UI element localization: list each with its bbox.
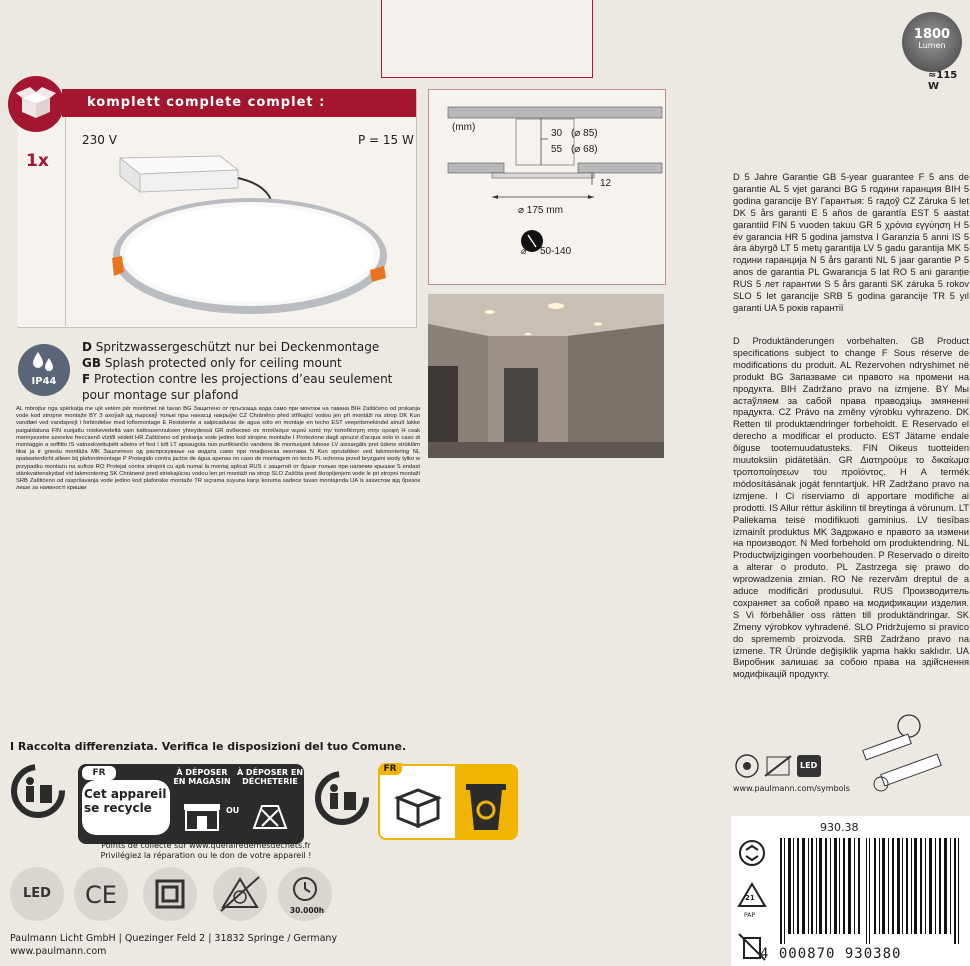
ce-mark-icon	[74, 867, 128, 921]
pap-label: PAP	[744, 912, 755, 919]
fr-info-line1: Points de collecte sur www.quefairedemesdechets.fr	[101, 841, 311, 850]
lumen-watt-equivalent: ≈115 W	[928, 70, 958, 92]
yellow-fr-tag: FR	[378, 763, 402, 775]
top-window	[381, 0, 593, 78]
dim-diameter-1: (⌀ 85)	[571, 128, 598, 139]
recycling-bin-icon	[462, 780, 510, 834]
dim-cutout-prefix: ⌀	[521, 246, 527, 256]
fr-appareil-text: Cet appareil se recycle	[84, 787, 167, 815]
fr-dump-label: À DÉPOSER EN DÉCHETERIE	[236, 768, 304, 786]
dim-cutout: 50-140	[540, 246, 572, 257]
box-icon	[8, 76, 64, 132]
ip-translations: AL mbrojtur nga spërkatja me ujë vetëm për montimet në tavan BG Защитено от пръскаща вода само при монтаж на тавана BIH Zaštićeno od prskanja vode kod stropne montaže BY З ахоўай ад пырскаў толькі пры нанасцi накрыўкі CZ Chráněno před stříkající vodou jen při montáži na strop DK Kun vandtæt ved vandsprejt i forbindelse med loftsmontage E Resistente a salpicaduras de agua sólo en montaje en techo EST veepritsmekindel ainult lakke paigaldatuna FIN suojattu roiskevedeltä vain kattoasennuksen yhteydessä GR ανθεκτικό σε πιτσίλισμα νερού κατά την τοποθέτηση στην οροφή H csak mennyezetre szerelve freccsenő víztől védett HR Zaštićeno od prskanja vode jedino kod stropne montaže I Protezione dagli spruzzi d'acqua solo in caso di montaggio a soffitto IS vatnsskvettuþétt aðeins ef fest í loft LT apsaugota nuo purškiančio vandens tik montuojant lubose LV aizsargāts pret ūdens strūklām tikai ja ir griestu montāža MK Заштитено од распрскување на водата само при плафонска монтажа N Kun sprutsikker ved takmontering NL spatwaterdicht alleen bij plafondmontage P Protegido contra jactos de água apenas no caso de montagem no tecto PL ochrona przed bryzgami wody tylko w przypadku montażu na suficie RO Protejat contra stropirii cu apă numai la montaj aplicat RUS с защитой от брызг только при наличии крышки S endast stänkvattenskydad vid takmontering SK Chránené pred striekajúcou vodou len pri montáži na strop SLO Zaščita pred škropljenjem vode le pri stropni montaži SRB Zaštićeno od raspršavanja vode jedino kod plafonske montaže TR sıçrama suyuna karşı koruma sadece tavan montajında UA із захистом від бризок лише за наявності кришки	[16, 406, 420, 492]
ip-line-f: Protection contre les projections d’eau seulement	[94, 372, 393, 386]
shop-icon	[180, 798, 224, 832]
ip-code-gb: GB	[82, 356, 101, 370]
guarantee-text: D 5 Jahre Garantie GB 5-year guarantee F 5 ans de garantie AL 5 vjet garanci BG 5 години гаранция BIH 5 godina garancije BY Гарантыя: 5 гадоў CZ Záruka 5 let DK 5 års garanti E 5 años de garantía EST 5 aastat garantiid FIN 5 vuoden takuu GR 5 χρόνια εγγύηση H 5 év garancia HR 5 godina jamstva I Garanzia 5 anni IS 5 ára ábyrgð LT 5 metų garantija LV 5 gadu garantija MK 5 години гаранција N 5 års garanti NL 5 jaar garantie P 5 anos de garantia PL Gwarancja 5 lat RO 5 ani garanție RUS 5 лет гарантии S 5 års garanti SK záruka 5 rokov SLO 5 let garancije SRB 5 godina garancije TR 5 yıl garanti UA 5 років гарантії	[733, 172, 969, 313]
led-symbol-label: LED	[800, 761, 818, 770]
change-notice-text: D Produktänderungen vorbehalten. GB Product specifications subject to change F Sous réserve de modifications du produit. AL Rezervohen ndryshimet në produkt BG Запазваме си правото на промени на продукта. BIH Zadržano pravo na izmjene. BY Мы астаўляем за сабой права праводзіць змяненні прадукта. CZ Právo na změny výrobku vyhrazeno. DK Retten til produktændringer forbeholdt. E Reservado el derecho a modificar el producto. EST Jätame endale õiguse tootemuudatusteks. FIN Oikeus tuotteiden muutoksiin pidätetään. GR Διατηρούμε το δικαίωμα τροποποίησεων του προϊόντος. H A termék módosításának jogát fenntartjuk. HR Zadržano pravo na izmjene. I Ci riserviamo di apportare modifiche ai prodotti. IS Allur réttur áskilinn til breytinga á vörunum. LT Paliekama teisė modifikuoti gaminius. LV tiesības izmainīt produktus MK Задржано е правото за измени на производот. N Med forbehold om produktendring. NL Productwijzigingen voorbehouden. P Reservado o direito a alterar o produto. PL Zastrzega się prawo do wprowadzenia zmian. RO Ne rezervăm dreptul de a aduce modificări produsului. RUS Производитель сохраняет за собой право на модификации изделия. S Vi förbehåller oss rätten till produktändringar. SK Zmeny výrobkov vyhradené. SLO Pridržujemo si pravico do sprememb proizvoda. SRB Zadržano pravo na izmene. TR Üründe değişiklik yapma hakkı saklıdır. UA Виробник залишає за собою права на здійснення модифікацій продукту.	[733, 336, 969, 680]
kit-voltage: 230 V	[82, 133, 117, 147]
ip-line-gb: Splash protected only for ceiling mount	[104, 356, 342, 370]
dump-icon	[248, 798, 292, 832]
packaging-box-icon	[388, 780, 448, 832]
dim-height-1: 30	[551, 128, 563, 139]
ip-line-d: Spritzwassergeschützt nur bei Deckenmontage	[95, 340, 380, 354]
kit-title-bar: komplett complete complet :	[62, 89, 416, 117]
triman-icon	[8, 763, 68, 819]
led-label: LED	[23, 886, 51, 901]
lumen-unit: Lumen	[918, 41, 946, 50]
panel-light-illustration	[100, 148, 390, 320]
dim-diameter: ⌀ 175 mm	[518, 205, 563, 216]
lumen-badge	[902, 12, 962, 72]
kit-power: P = 15 W	[358, 133, 414, 147]
protection-class-icon	[143, 867, 197, 921]
company-address: Paulmann Licht GmbH | Quezinger Feld 2 | 31832 Springe / Germany	[10, 933, 338, 944]
kit-quantity: 1x	[26, 151, 49, 171]
fr-info-line2: Privilégiez la réparation ou le don de votre appareil !	[100, 850, 312, 860]
recycling-note: I Raccolta differenziata. Verifica le disposizioni del tuo Comune.	[10, 740, 407, 753]
ip-line-f2: pour montage sur plafond	[82, 388, 239, 402]
ip-code-d: D	[82, 340, 92, 354]
barcode-number: 4 000870 930380	[760, 946, 902, 962]
pap-code: 21	[745, 894, 755, 902]
fr-shop-label: À DÉPOSER EN MAGASIN	[173, 768, 231, 786]
lumen-value: 1800	[913, 27, 951, 42]
dim-unit: (mm)	[452, 122, 476, 133]
barcode	[778, 838, 966, 944]
ip44-icon	[18, 344, 70, 396]
triman-icon-2	[312, 770, 372, 826]
not-dimmable-icon	[213, 867, 267, 921]
kit-qty-column	[18, 117, 66, 326]
symbols-link[interactable]: www.paulmann.com/symbols	[733, 784, 850, 793]
fr-tag: FR	[80, 764, 118, 782]
website-link[interactable]: www.paulmann.com	[10, 946, 107, 957]
dim-height-2: 55	[551, 144, 563, 155]
ip-code-f: F	[82, 372, 91, 386]
room-photo	[428, 294, 664, 458]
ip-text	[82, 339, 412, 403]
dim-diameter-2: (⌀ 68)	[571, 144, 598, 155]
fr-info	[98, 841, 314, 860]
lifetime-label: 30.000h	[289, 906, 325, 915]
article-number: 930.38	[820, 821, 859, 834]
ip-rating: IP44	[31, 376, 57, 387]
svg-text:CE: CE	[85, 881, 117, 909]
fr-or: OU	[226, 806, 240, 815]
dim-depth: 12	[600, 178, 612, 189]
